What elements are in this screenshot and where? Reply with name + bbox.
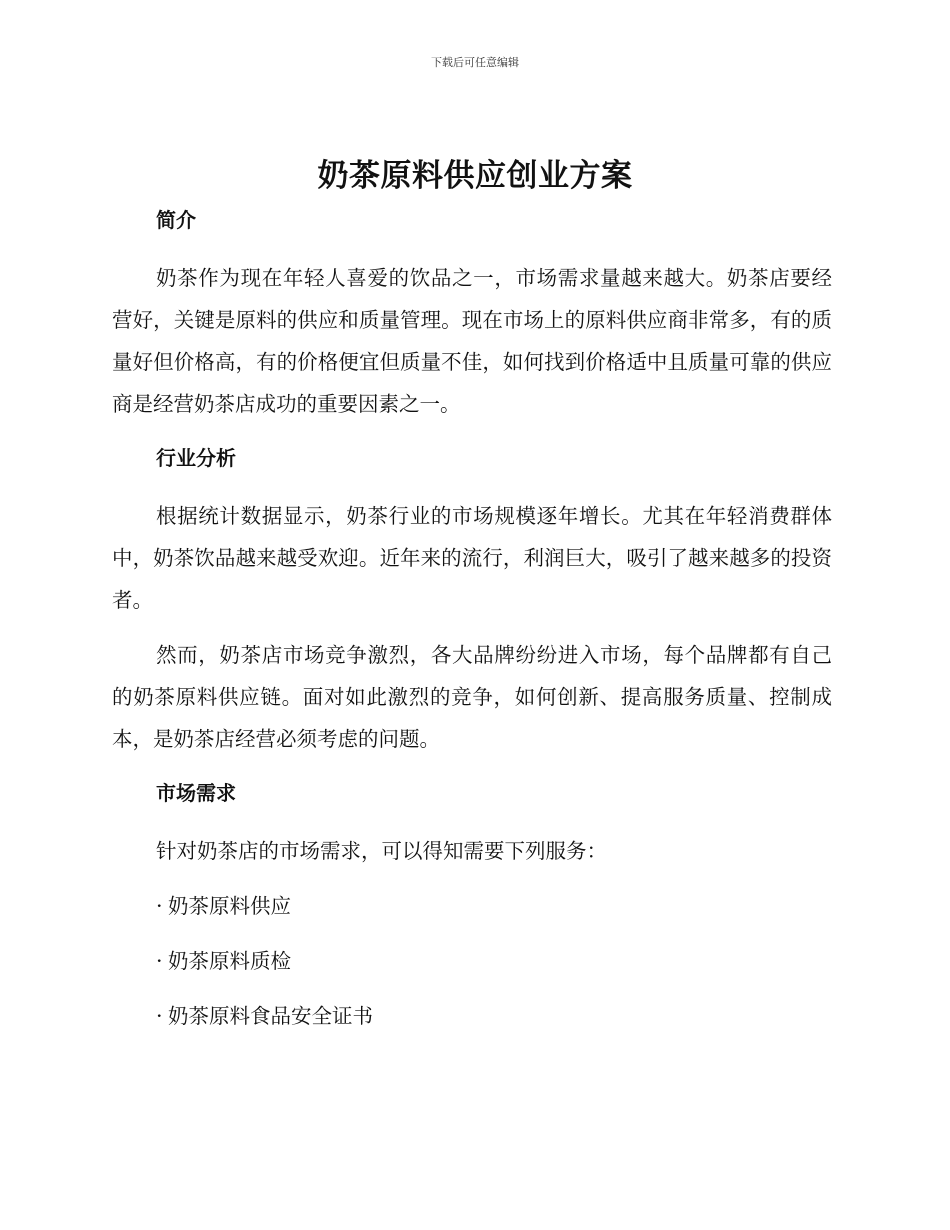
service-list bbox=[112, 885, 832, 1037]
list-item bbox=[112, 995, 832, 1037]
list-item-text: 奶茶原料质检 bbox=[168, 949, 291, 973]
section-heading-intro: 简介 bbox=[156, 208, 196, 232]
document-body bbox=[112, 205, 832, 1037]
list-item-text: 奶茶原料食品安全证书 bbox=[168, 1004, 373, 1028]
bullet-icon: · bbox=[156, 1004, 163, 1028]
market-paragraph: 针对奶茶店的市场需求，可以得知需要下列服务： bbox=[156, 839, 607, 863]
bullet-icon: · bbox=[156, 949, 163, 973]
bullet-icon: · bbox=[156, 894, 163, 918]
industry-paragraph-1: 根据统计数据显示，奶茶行业的市场规模逐年增长。尤其在年轻消费群体中，奶茶饮品越来越受欢迎。近年来的流行，利润巨大，吸引了越来越多的投资者。 bbox=[112, 504, 832, 612]
list-item bbox=[112, 885, 832, 927]
section-heading-market-demand: 市场需求 bbox=[156, 781, 236, 805]
header-note: 下载后可任意编辑 bbox=[431, 56, 519, 69]
document-title: 奶茶原料供应创业方案 bbox=[317, 158, 633, 194]
section-heading-industry-analysis: 行业分析 bbox=[156, 446, 236, 470]
list-item-text: 奶茶原料供应 bbox=[168, 894, 291, 918]
industry-paragraph-2: 然而，奶茶店市场竞争激烈，各大品牌纷纷进入市场，每个品牌都有自己的奶茶原料供应链。面对如此激烈的竞争，如何创新、提高服务质量、控制成本，是奶茶店经营必须考虑的问题。 bbox=[112, 643, 832, 751]
intro-paragraph: 奶茶作为现在年轻人喜爱的饮品之一，市场需求量越来越大。奶茶店要经营好，关键是原料的供应和质量管理。现在市场上的原料供应商非常多，有的质量好但价格高，有的价格便宜但质量不佳，如何找到价格适中且质量可靠的供应商是经营奶茶店成功的重要因素之一。 bbox=[112, 266, 832, 416]
list-item bbox=[112, 940, 832, 982]
